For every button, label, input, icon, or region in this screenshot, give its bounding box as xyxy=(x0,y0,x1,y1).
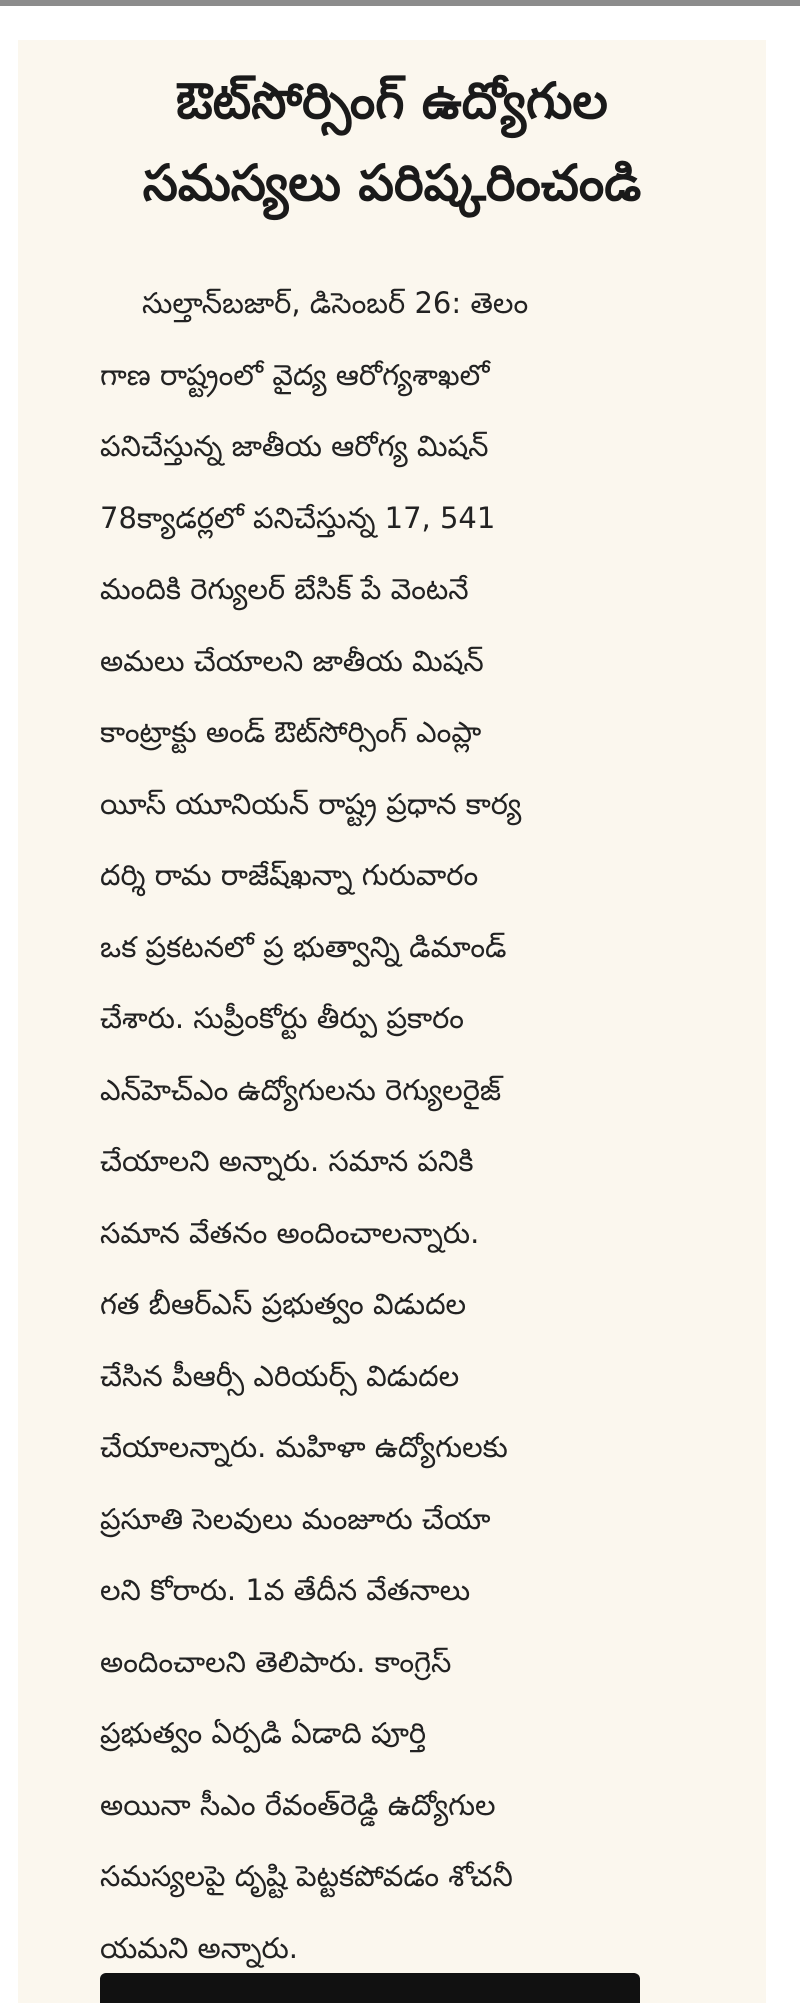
body-line: దర్శి రామ రాజేష్‌ఖన్నా గురువారం xyxy=(100,858,479,892)
article-body xyxy=(100,268,720,1984)
body-line: అమలు చేయాలని జాతీయ మిషన్ xyxy=(100,643,484,678)
headline-line: సమస్యలు పరిష్కరించండి xyxy=(142,154,642,212)
body-line: సమస్యలపై దృష్టి పెట్టకపోవడం శోచనీ xyxy=(100,1859,513,1893)
body-line: ప్రభుత్వం ఏర్పడి ఏడాది పూర్తి xyxy=(100,1716,427,1750)
body-line: చేయాలని అన్నారు. సమాన పనికి xyxy=(100,1144,474,1178)
top-divider xyxy=(0,0,800,6)
body-line: చేయాలన్నారు. మహిళా ఉద్యోగులకు xyxy=(100,1430,508,1464)
cropped-headline-glyphs xyxy=(100,1973,640,2003)
body-line: సమాన వేతనం అందించాలన్నారు. xyxy=(100,1215,480,1250)
body-line: ఎన్‌హెచ్‌ఎం ఉద్యోగులను రెగ్యులరైజ్ xyxy=(100,1072,502,1107)
body-line: యీస్ యూనియన్ రాష్ట్ర ప్రధాన కార్య xyxy=(100,786,522,821)
body-line: చేసిన పీఆర్సీ ఎరియర్స్ విడుదల xyxy=(100,1358,460,1393)
body-line: గత బీఆర్‌ఎస్ ప్రభుత్వం విడుదల xyxy=(100,1287,467,1321)
next-article-headline-cropped xyxy=(100,1965,640,2003)
headline-line: ఔట్‌సోర్సింగ్ ఉద్యోగుల xyxy=(176,72,608,130)
body-line: మందికి రెగ్యులర్ బేసిక్ పే వెంటనే xyxy=(100,572,469,606)
body-line: యమని అన్నారు. xyxy=(100,1930,298,1965)
body-line: గాణ రాష్ట్రంలో వైద్య ఆరోగ్యశాఖలో xyxy=(100,357,490,392)
body-line: పనిచేస్తున్న జాతీయ ఆరోగ్య మిషన్ xyxy=(100,429,489,463)
body-line: 78క్యాడర్లలో పనిచేస్తున్న 17, 541 xyxy=(100,500,496,535)
body-line: ఒక ప్రకటనలో ప్ర భుత్వాన్ని డిమాండ్ xyxy=(100,929,507,964)
body-line: లని కోరారు. 1వ తేదీన వేతనాలు xyxy=(100,1573,471,1607)
body-line: చేశారు. సుప్రీంకోర్టు తీర్పు ప్రకారం xyxy=(100,1001,464,1035)
body-line: సుల్తాన్‌బజార్, డిసెంబర్ 26: తెలం xyxy=(142,286,529,320)
article-headline xyxy=(18,60,766,224)
body-line: అందించాలని తెలిపారు. కాంగ్రెస్ xyxy=(100,1644,452,1679)
body-line: కాంట్రాక్టు అండ్ ఔట్‌సోర్సింగ్ ఎంప్లా xyxy=(100,715,482,749)
body-line: అయినా సీఎం రేవంత్‌రెడ్డి ఉద్యోగుల xyxy=(100,1787,496,1822)
body-line: ప్రసూతి సెలవులు మంజూరు చేయా xyxy=(100,1501,491,1536)
